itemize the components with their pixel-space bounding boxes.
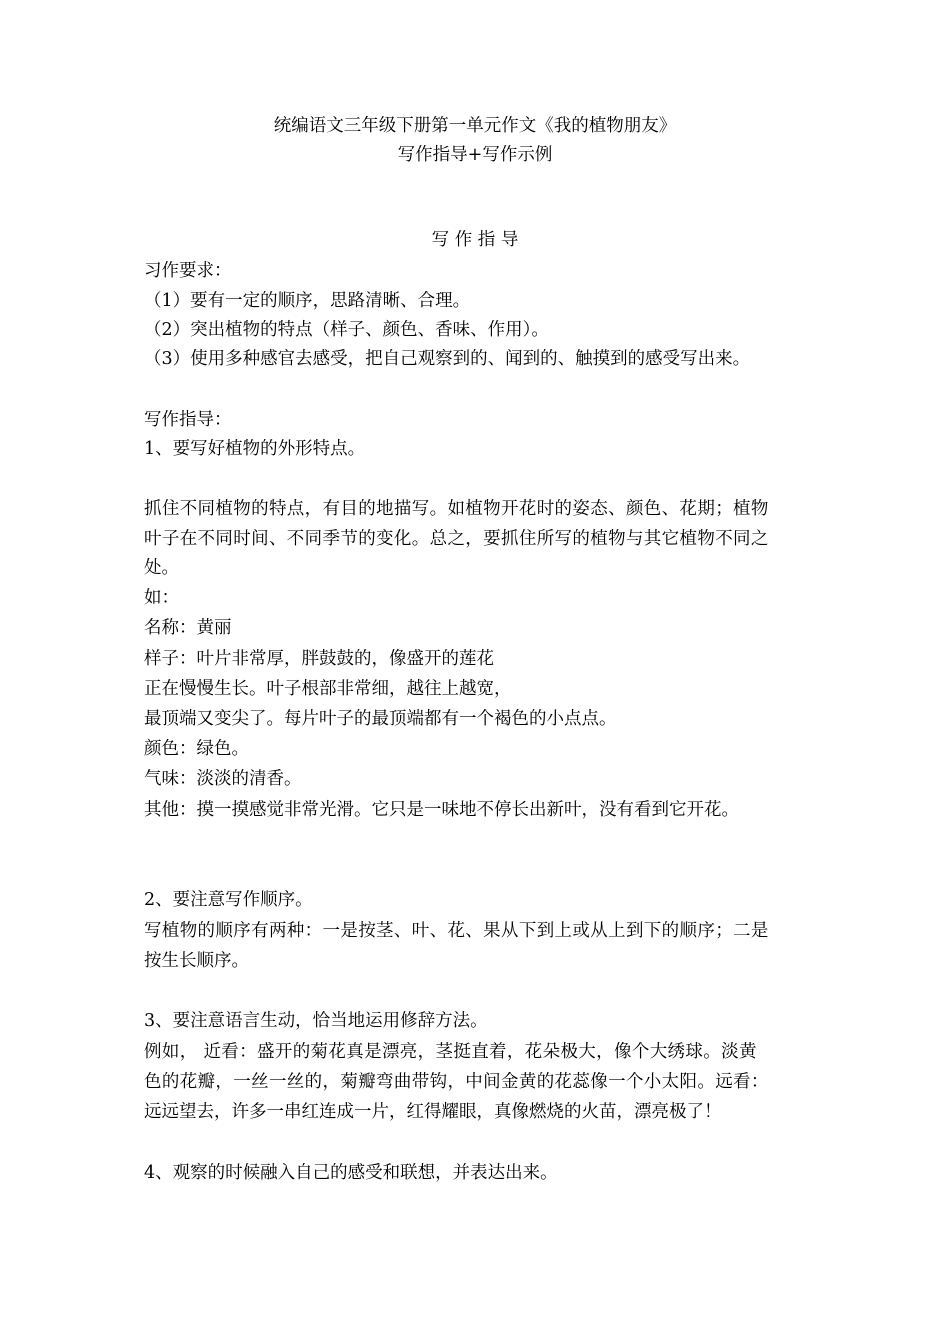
requirement-item-3: （3）使用多种感官去感受，把自己观察到的、闻到的、触摸到的感受写出来。: [144, 349, 751, 369]
point3-heading: 3、要注意语言生动，恰当地运用修辞方法。: [144, 1011, 488, 1031]
point1-para-line: 抓住不同植物的特点，有目的地描写。如植物开花时的姿态、颜色、花期；植物: [144, 499, 769, 519]
example-color: 颜色：绿色。: [144, 739, 249, 759]
document-subtitle: 写作指导+写作示例: [397, 145, 553, 165]
point4-heading: 4、观察的时候融入自己的感受和联想，并表达出来。: [144, 1163, 558, 1183]
requirement-item-2: （2）突出植物的特点（样子、颜色、香味、作用）。: [144, 320, 549, 340]
example-smell: 气味：淡淡的清香。: [144, 769, 302, 789]
point3-para-line: 远远望去，许多一串红连成一片，红得耀眼，真像燃烧的火苗，漂亮极了！: [144, 1102, 722, 1122]
point2-heading: 2、要注意写作顺序。: [144, 890, 313, 910]
point2-para-line: 写植物的顺序有两种：一是按茎、叶、花、果从下到上或从上到下的顺序；二是: [144, 921, 769, 941]
example-other: 其他：摸一摸感觉非常光滑。它只是一味地不停长出新叶，没有看到它开花。: [144, 800, 739, 820]
requirements-label: 习作要求：: [144, 261, 232, 281]
example-name: 名称：黄丽: [144, 618, 232, 638]
point3-para-line: 色的花瓣，一丝一丝的，菊瓣弯曲带钩，中间金黄的花蕊像一个小太阳。远看：: [144, 1072, 769, 1092]
example-appearance-cont: 正在慢慢生长。叶子根部非常细，越往上越宽，: [144, 679, 512, 699]
point1-heading: 1、要写好植物的外形特点。: [144, 439, 366, 459]
example-appearance-cont: 最顶端又变尖了。每片叶子的最顶端都有一个褐色的小点点。: [144, 709, 617, 729]
document-title: 统编语文三年级下册第一单元作文《我的植物朋友》: [273, 116, 677, 136]
guidance-label: 写作指导：: [144, 410, 232, 430]
point1-para-line: 叶子在不同时间、不同季节的变化。总之，要抓住所写的植物与其它植物不同之: [144, 529, 769, 549]
requirement-item-1: （1）要有一定的顺序，思路清晰、合理。: [144, 291, 471, 311]
point2-para-line: 按生长顺序。: [144, 951, 249, 971]
point3-para-line: 例如， 近看：盛开的菊花真是漂亮，茎挺直着，花朵极大，像个大绣球。淡黄: [144, 1042, 757, 1062]
section-heading: 写 作 指 导: [431, 230, 519, 250]
example-appearance: 样子：叶片非常厚，胖鼓鼓的，像盛开的莲花: [144, 649, 494, 669]
example-label: 如：: [144, 588, 179, 608]
point1-para-line: 处。: [144, 558, 179, 578]
